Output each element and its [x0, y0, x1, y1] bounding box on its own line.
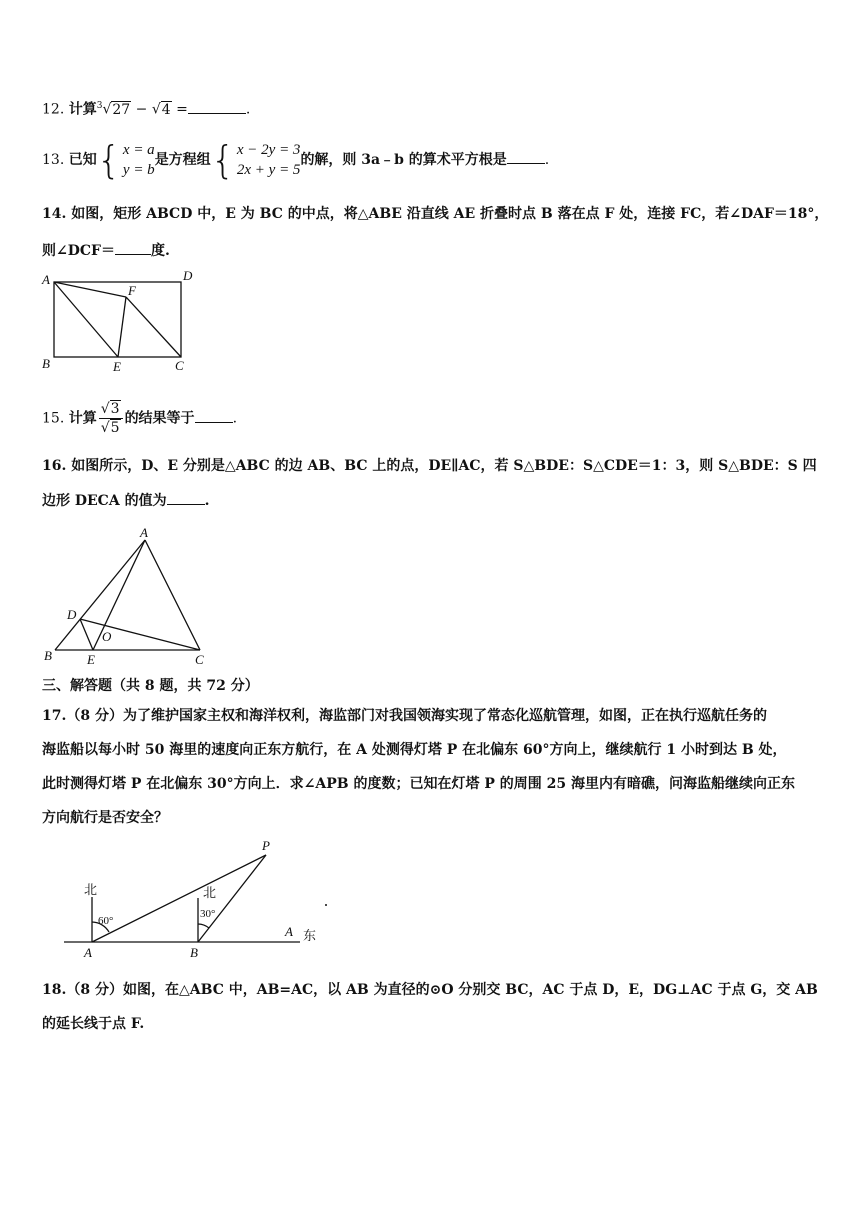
q14-line2-prefix: 则∠DCF＝	[42, 243, 115, 259]
fig17-label-east: 东	[303, 929, 317, 944]
fig16-label-C: C	[195, 652, 204, 667]
q16-line2-prefix: 边形 DECA 的值为	[42, 493, 167, 509]
question-15: 15. 计算 $\frac{√3}{√5}$ 的结果等于 .	[42, 401, 238, 436]
question-16-line-1: 16. 如图所示，D、E 分别是△ABC 的边 AB、BC 上的点，DE∥AC，若 S△BDE：S△CDE＝1：3，则 S△BDE：S 四	[42, 458, 817, 474]
fig17-segment-AP	[92, 855, 266, 942]
q13-system-2: { x − 2y = 3 2x + y = 5	[210, 138, 301, 182]
question-13: 13. 已知 { x = a y = b 是方程组 { x − 2y = 3 2x + y = 5 的解，则 3a﹣b 的算术平方根是 .	[42, 138, 550, 182]
q13-number: 13.	[42, 152, 65, 168]
q13-sys2-row-1: x − 2y = 3	[236, 142, 301, 158]
q13-prefix: 已知	[68, 152, 97, 168]
fig16-label-D: D	[67, 607, 77, 622]
q14-line2-suffix: 度.	[150, 243, 170, 259]
q15-prefix: 计算	[68, 410, 97, 427]
q13-sys1-row-1: x = a	[122, 142, 155, 158]
q15-denominator: 5	[110, 420, 120, 436]
section-3-heading: 三、解答题（共 8 题，共 72 分）	[42, 678, 259, 694]
fig16-label-E: E	[87, 652, 95, 667]
fig17-angle-arc-B	[198, 924, 209, 928]
fig14-label-A: A	[42, 272, 50, 287]
q12-prefix: 计算	[68, 101, 97, 118]
fig16-label-B: B	[44, 648, 52, 663]
q12-minus: −	[135, 101, 148, 118]
q13-suffix: 的解，则 3a﹣b 的算术平方根是	[300, 152, 507, 168]
fig17-north-label-2: 北	[203, 886, 217, 901]
fig14-label-B: B	[42, 356, 50, 371]
fig17-angle-60: 60°	[98, 915, 114, 927]
question-18-line-1: 18.（8 分）如图，在△ABC 中，AB=AC，以 AB 为直径的⊙O 分别交 BC，AC 于点 D，E，DG⊥AC 于点 G，交 AB	[42, 982, 818, 998]
question-16-line-2: 边形 DECA 的值为 .	[42, 490, 209, 511]
fig17-label-B: B	[190, 945, 198, 960]
fig14-label-C: C	[175, 358, 184, 373]
q13-system-1: { x = a y = b	[96, 138, 155, 182]
fig14-label-E: E	[113, 359, 121, 374]
q12-radicand-2: 4	[161, 101, 171, 118]
q12-equals: =	[176, 101, 188, 118]
fig17-dot	[325, 904, 327, 906]
fig14-label-F: F	[128, 283, 136, 298]
question-12: 12. 计算$^3$√27 − √4 = .	[42, 96, 250, 120]
question-17-line-3: 此时测得灯塔 P 在北偏东 30°方向上．求∠APB 的度数；已知在灯塔 P 的周围 25 海里内有暗礁，问海监船继续向正东	[42, 776, 795, 792]
fig14-label-D: D	[183, 268, 193, 283]
q13-mid-text: 是方程组	[154, 152, 211, 168]
fig16-label-A: A	[140, 525, 148, 540]
q15-suffix: 的结果等于	[124, 410, 195, 427]
fig17-label-P: P	[262, 838, 270, 853]
q13-sys1-row-2: y = b	[122, 162, 155, 178]
q13-sys2-row-2: 2x + y = 5	[236, 162, 301, 178]
q15-numerator: 3	[110, 401, 120, 417]
q15-fraction: $\frac{√3}{√5}$	[99, 400, 123, 437]
q12-radicand-1: 27	[112, 101, 131, 118]
question-17-line-1: 17.（8 分）为了维护国家主权和海洋权利，海监部门对我国领海实现了常态化巡航管理，如图，正在执行巡航任务的	[42, 708, 767, 724]
fig17-label-A: A	[84, 945, 92, 960]
fig17-north-label-1: 北	[84, 883, 98, 898]
fig16-label-O: O	[102, 629, 112, 644]
fig17-label-A-east: A	[285, 924, 293, 939]
question-14-line-1: 14. 如图，矩形 ABCD 中，E 为 BC 的中点，将△ABE 沿直线 AE 折叠时点 B 落在点 F 处，连接 FC，若∠DAF＝18°，	[42, 206, 829, 222]
question-17-line-4: 方向航行是否安全？	[42, 810, 168, 826]
q15-number: 15.	[42, 410, 65, 427]
question-18-line-2: 的延长线于点 F.	[42, 1016, 145, 1032]
fig17-angle-30: 30°	[200, 908, 216, 920]
q12-number: 12.	[42, 101, 65, 118]
q12-root-index: 3	[96, 101, 103, 111]
question-17-line-2: 海监船以每小时 50 海里的速度向正东方航行，在 A 处测得灯塔 P 在北偏东 60°方向上，继续航行 1 小时到达 B 处，	[42, 742, 787, 758]
